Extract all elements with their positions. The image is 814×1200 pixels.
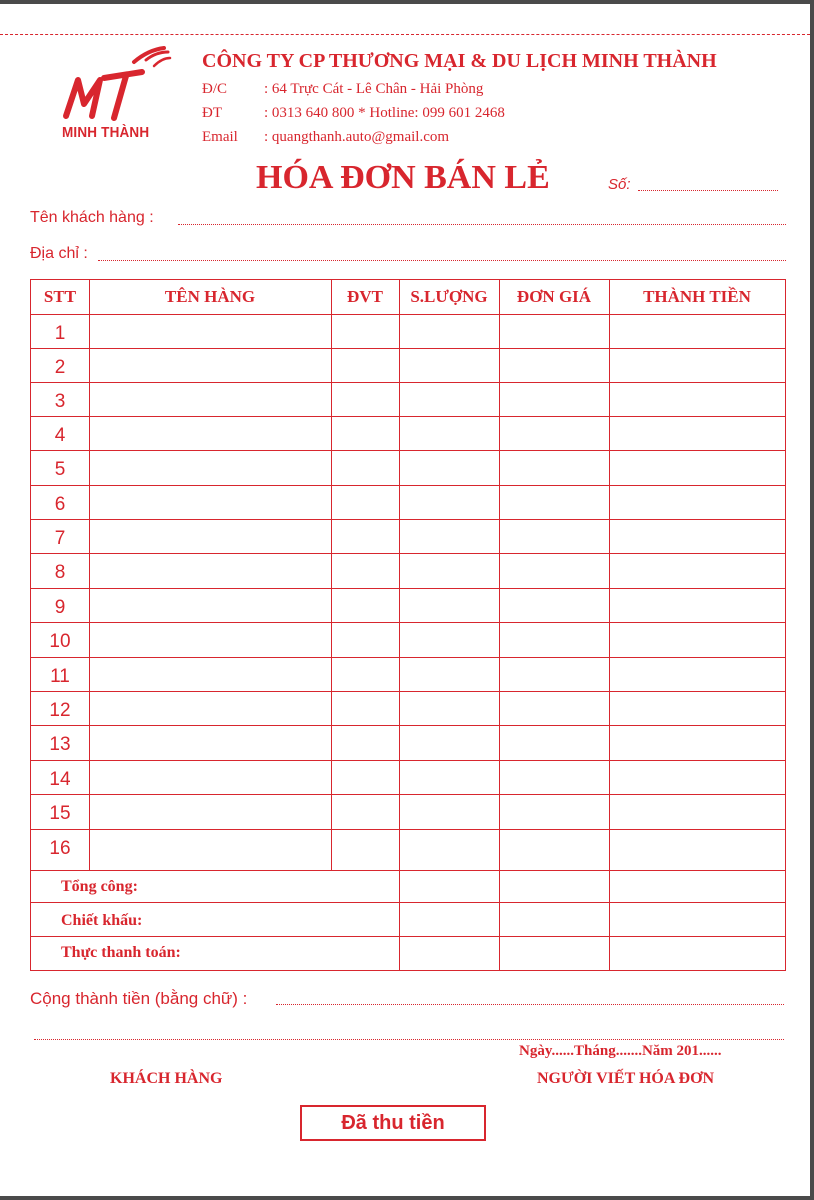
column-divider [399, 280, 400, 970]
row-divider [31, 485, 785, 486]
header-unit: ĐVT [347, 287, 383, 306]
row-divider [31, 382, 785, 383]
row-divider [31, 416, 785, 417]
items-table [30, 279, 786, 971]
summary-divider [31, 902, 785, 903]
row-number: 7 [54, 528, 66, 549]
row-number: 8 [54, 562, 66, 583]
amount-in-words-field-2[interactable] [34, 1038, 784, 1040]
row-divider [31, 314, 785, 315]
column-divider [331, 280, 332, 870]
row-divider [31, 588, 785, 589]
invoice-number-label: Số: [608, 176, 631, 193]
header-total: THÀNH TIỀN [643, 287, 751, 306]
row-number: 2 [54, 357, 66, 378]
header-stt: STT [43, 287, 77, 306]
row-divider [31, 829, 785, 830]
logo-mark [60, 44, 172, 124]
row-number: 12 [49, 700, 71, 721]
email-row [202, 129, 449, 146]
header-unit-price: ĐƠN GIÁ [516, 287, 592, 306]
row-number: 16 [49, 838, 71, 859]
row-number: 14 [49, 769, 71, 790]
address-value: : 64 Trực Cát - Lê Chân - Hải Phòng [264, 81, 484, 97]
customer-name-label: Tên khách hàng : [30, 209, 154, 226]
row-divider [31, 519, 785, 520]
row-number: 4 [54, 425, 66, 446]
header-item-name: TÊN HÀNG [164, 287, 256, 306]
row-number: 11 [50, 666, 70, 687]
row-number: 15 [49, 803, 71, 824]
row-divider [31, 794, 785, 795]
company-logo [60, 44, 172, 149]
date-line: Ngày......Tháng.......Năm 201...... [519, 1043, 722, 1059]
address-label: Đ/C [202, 81, 228, 97]
header-quantity: S.LƯỢNG [410, 287, 488, 306]
row-number: 5 [54, 459, 66, 480]
row-divider [31, 657, 785, 658]
address-row [202, 81, 483, 98]
phone-label: ĐT [202, 105, 222, 121]
customer-address-label: Địa chỉ : [30, 245, 88, 262]
column-divider [89, 280, 90, 870]
invoice-page [0, 4, 810, 1196]
email-value: : quangthanh.auto@gmail.com [264, 129, 450, 145]
invoice-writer-signature-label: NGƯỜI VIẾT HÓA ĐƠN [537, 1070, 715, 1087]
invoice-title: HÓA ĐƠN BÁN LẺ [256, 159, 550, 196]
perforation-line [0, 34, 810, 35]
row-divider [31, 725, 785, 726]
row-number: 9 [54, 597, 66, 618]
row-divider [31, 348, 785, 349]
amount-in-words-label: Cộng thành tiền (bằng chữ) : [30, 989, 248, 1008]
customer-signature-label: KHÁCH HÀNG [110, 1070, 223, 1087]
logo-wordmark: MINH THÀNH [62, 124, 150, 141]
column-divider [609, 280, 610, 970]
grand-total-label: Thực thanh toán: [61, 944, 181, 961]
customer-address-field[interactable] [98, 259, 786, 261]
customer-name-field[interactable] [178, 223, 786, 225]
row-number: 3 [54, 391, 66, 412]
invoice-number-field[interactable] [638, 174, 778, 191]
phone-value: : 0313 640 800 * Hotline: 099 601 2468 [264, 105, 505, 121]
subtotal-label: Tổng công: [61, 878, 138, 895]
amount-in-words-field[interactable] [276, 1003, 784, 1005]
row-divider [31, 691, 785, 692]
row-number: 6 [54, 494, 66, 515]
row-divider [31, 450, 785, 451]
summary-divider [31, 870, 785, 871]
row-divider [31, 553, 785, 554]
company-name: CÔNG TY CP THƯƠNG MẠI & DU LỊCH MINH THÀNH [202, 50, 717, 72]
row-divider [31, 760, 785, 761]
row-number: 10 [49, 631, 71, 652]
row-divider [31, 622, 785, 623]
phone-row [202, 105, 505, 122]
discount-label: Chiết khấu: [61, 912, 143, 929]
row-number: 13 [49, 734, 71, 755]
email-label: Email [202, 129, 238, 145]
paid-stamp: Đã thu tiền [300, 1105, 486, 1141]
column-divider [499, 280, 500, 970]
row-number: 1 [54, 323, 66, 344]
